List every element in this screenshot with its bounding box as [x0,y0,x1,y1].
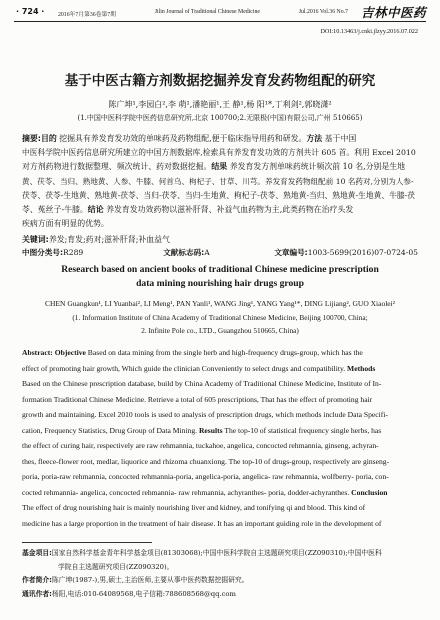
abstract-text: medicine has a large proportion in the treatment of hair disease. It has an important guiding role in the development of [22,518,382,528]
abstract-text: 中医科学院中医药信息研究所建立的中国方剂数据库,检索具有养发育发功效的方剂共计 605 首。利用 Excel 2010 [22,148,416,158]
issue-cn: 2016年7月第36卷第7期 [58,12,116,18]
abstract-en-line [22,376,418,392]
title-en-line: data mining nourishing hair drugs group [136,278,304,289]
section-label: 摘要: [22,134,41,143]
header-rule [14,21,426,22]
classification-row [22,247,418,258]
authors-cn: 陈广坤¹,李园白²,李 萌¹,潘艳丽¹,王 静¹,杨 阳¹*,丁利剑²,郭晓潇² [108,100,332,109]
abstract-text: 对方剂药物进行数据整理、频次统计、药对数据挖掘。 [22,162,212,172]
affiliations-en [22,312,418,337]
abstract-text: thes, fleece-flower root, medlar, liquorice and rhizoma chuanxiong. The top-10 of drugs-group, respectively are ginseng- [22,456,390,466]
author-bio-note [22,574,418,588]
section-label: Objective [52,348,86,357]
abstract-cn-line [22,189,418,203]
doc-code-label: 文献标志码: [163,248,205,257]
bio-label: 作者简介: [22,576,52,584]
affiliations-cn: (1.中国中医科学院中医药信息研究所,北京 100700;2.无限极(中国)有限公司,广州 510665) [77,114,363,122]
abstract-en-line [22,469,418,485]
abstract-text: 疾病方面有明显的优势。 [22,219,109,229]
abstract-en-line [22,485,418,501]
clc-value: R289 [63,248,84,257]
article-number-label: 文章编号: [274,248,308,257]
abstract-text: 挖掘具有养发育发功效的单味药及药物组配,便于临床指导用药和研发。 [56,134,307,143]
abstract-cn [22,132,418,231]
section-label: 结论 [87,205,104,215]
abstract-en-line [22,454,418,470]
abstract-text: 茯苓、茯苓-生地黄、熟地黄-茯苓、当归-茯苓、当归-生地黄、枸杞子-茯苓、熟地黄-当归、熟地黄-生地黄、牛膝-茯 [22,190,415,200]
abstract-text: Based on data mining from the single herb and high-frequency drugs-group, which has the [85,348,363,357]
abstract-cn-line [22,132,418,146]
abstract-text: 黄、茯苓、当归、熟地黄、人参、牛膝、何首乌、枸杞子、甘草、川芎。养发育发药物组配前 10 名药对,分别为人参- [22,176,414,186]
journal-logo: 吉林中医药 [360,5,426,20]
abstract-text: growth and maintaining. Excel 2010 tools is used to analysis of prescription drugs, which methods include Data Specifi- [22,410,388,419]
abstract-en-line [22,407,418,423]
abstract-text: poria, poria-raw rehmannia, concocted rehmannia-poria, angelica-poria, angelica- raw rehmannia, wolfberry- poria, con- [22,472,389,481]
document-code [163,247,274,258]
fund-note [22,547,418,561]
abstract-text: effect of promoting hair growth, Which guide the clinician Conveniently to select drugs and compatibility. [22,363,348,373]
abstract-cn-line [22,203,418,217]
corr-text: 杨阳,电话:010-64089568,电子信箱:788608568@qq.com [51,589,236,598]
abstract-text: formation Traditional Chinese Medicine. Retrieve a total of 605 prescriptions, That has the effect of promoting hair [22,394,373,404]
clc-number [22,247,163,258]
abstract-en-line [22,361,418,377]
article-number-value: 1003-5699(2016)07-0724-05 [307,248,418,257]
section-label: 目的 [40,134,57,143]
abstract-text: The effect of drug nourishing hair is mainly nourishing liver and kidney, and tonifying qi and blood. This kind of [22,503,366,512]
abstract-cn-line [22,175,418,189]
abstract-text: 苓、菟丝子-牛膝。 [22,205,88,215]
fund-label: 基金项目: [22,549,52,557]
abstract-text: cocted rehmannia- angelica, concocted rehmannia- raw rehmannia, achyranthes- poria, dodder-achyranthes. [22,487,352,497]
section-label: 结果 [211,162,228,172]
footnotes [22,547,418,601]
affiliation-en-line: 2. Infinite Pole co., LTD., Guangzhou 510665, China) [141,325,299,335]
section-label: 方法 [306,134,323,143]
section-label: Conclusion [351,487,388,497]
abstract-en-line [22,500,418,516]
abstract-text: 养发育发方剂单味药统计频次前 10 名,分别是生地 [227,162,406,172]
article-title-cn: 基于中医古籍方剂数据挖掘养发育发药物组配的研究 [64,73,376,89]
journal-name-en: Jilin Journal of Traditional Chinese Medicine [154,9,260,15]
page-number: · 724 · [16,7,45,16]
keywords-value: 养发;育发;药对;滋补肝肾;补血益气 [48,235,170,244]
abstract-en-line [22,438,418,454]
article-title-en [22,263,418,291]
doc-code-value: A [204,248,210,257]
fund-text: 国家自然科学基金青年科学基金项目(81303068);中国中医科学院自主选题研究项目(ZZ090310);中国中医科 [51,549,382,557]
affiliation-en-line: (1. Information Institute of China Academy of Traditional Chinese Medicine, Beijing 100700, China; [72,313,368,322]
corr-label: 通讯作者: [22,589,52,598]
authors-en: CHEN Guangkun¹, LI Yuanbai², LI Meng¹, PAN Yanli¹, WANG Jing¹, YANG Yang¹*, DING Lijiang², GUO Xiaolei² [45,299,395,308]
keywords-cn [22,234,418,245]
footnote-rule [22,542,152,543]
title-en-line: Research based on ancient books of traditional Chinese medicine prescription [61,264,379,275]
section-label: Results [198,425,223,435]
clc-label: 中图分类号: [22,248,64,257]
keywords-label: 关键词: [22,235,49,244]
abstract-en-line [22,345,418,361]
doi: DOI:10.13463/j.cnki.jlzyy.2016.07.022 [320,28,418,35]
fund-note-continued: 学院自主选题研究项目(ZZ090320)。 [58,562,174,571]
abstract-cn-line [22,146,418,160]
abstract-text: the effect of curing hair, respectively are raw rehmannia, tuckahoe, angelica, concocted rehmannia, ginseng, achyran- [22,441,379,450]
corresponding-author-note [22,588,418,602]
abstract-text: The top-10 of statistical frequency single herbs, has [222,425,382,435]
abstract-text: 养发育发功效药物以滋补肝肾、补益气血药物为主,此类药物在治疗头发 [103,205,354,215]
abstract-text: cation, Frequency Statistics, Drug Group of Data Mining. [22,425,199,435]
section-label: Methods [347,363,376,373]
abstract-en-line [22,423,418,439]
abstract-text: 基于中国 [322,134,357,143]
running-header [58,9,348,18]
abstract-cn-line [22,160,418,174]
bio-text: 陈广坤(1987-),男,硕士,主治医师,主要从事中医药数据挖掘研究。 [51,576,249,584]
abstract-cn-line [22,217,418,231]
section-label: Abstract: [22,348,53,357]
abstract-en-line [22,516,418,532]
abstract-en [22,345,418,531]
article-number [274,247,418,258]
abstract-text: Based on the Chinese prescription database, build by China Academy of Traditional Chinese Medicine, Institute of In- [22,379,382,388]
abstract-en-line [22,392,418,408]
issue-en: Jul.2016 Vol.36 No.7 [298,9,348,15]
